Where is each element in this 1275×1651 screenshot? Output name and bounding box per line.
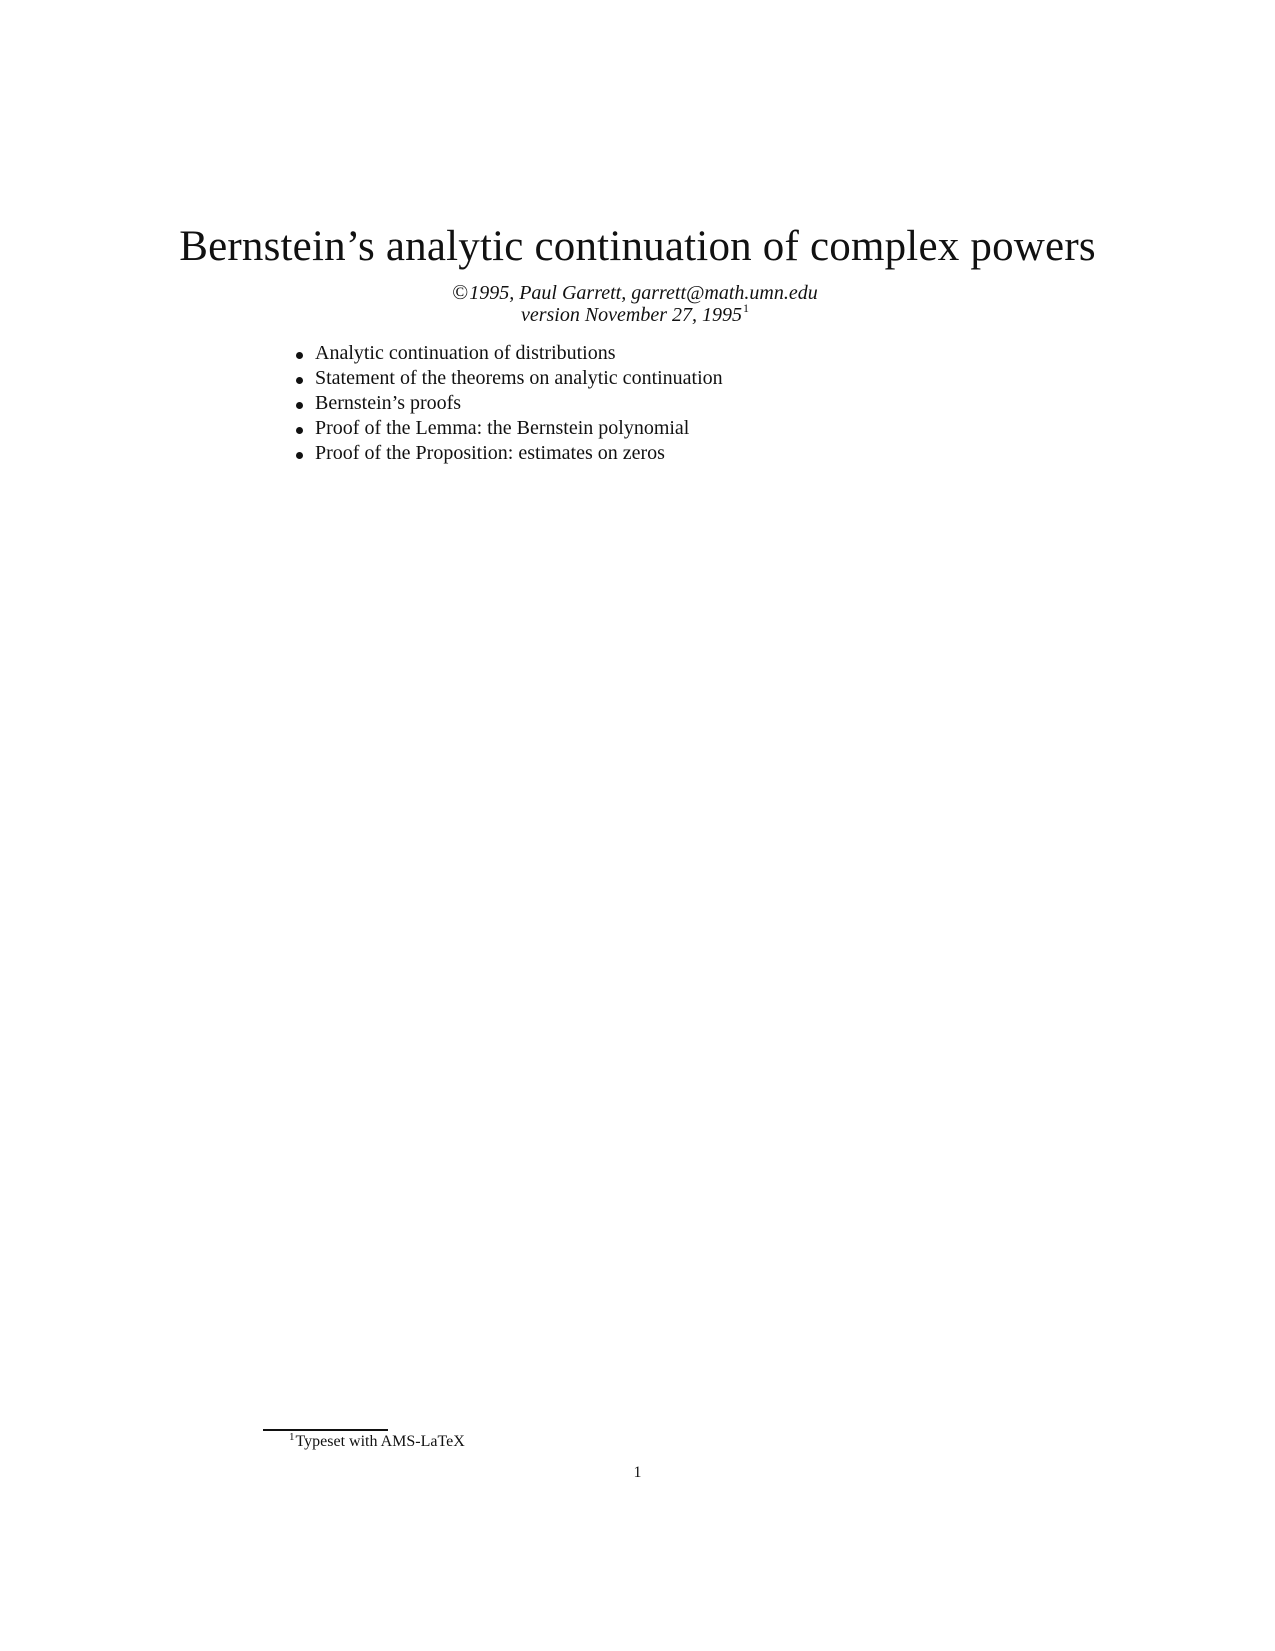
document-title: Bernstein’s analytic continuation of complex powers (179, 223, 1096, 270)
contents-item-label: Proof of the Lemma: the Bernstein polynomial (315, 417, 690, 439)
contents-item-label: Analytic continuation of distributions (315, 342, 616, 364)
page-number: 1 (633, 1464, 642, 1481)
bullet-icon (296, 452, 303, 459)
version-text: version November 27, 1995 (520, 304, 743, 326)
contents-list (294, 341, 723, 466)
footnote (289, 1433, 465, 1452)
footnote-divider (263, 1429, 388, 1431)
bullet-icon (296, 377, 303, 384)
author-byline (0, 281, 1270, 305)
contents-item-label: Proof of the Proposition: estimates on zeros (315, 442, 665, 464)
footnote-marker: 1 (289, 1431, 295, 1443)
bullet-icon (296, 402, 303, 409)
version-line (0, 301, 1270, 329)
contents-item (294, 441, 723, 466)
contents-item (294, 391, 723, 416)
author-line-text: 1995, Paul Garrett, garrett@math.umn.edu (469, 282, 818, 304)
contents-item (294, 416, 723, 441)
contents-item-label: Statement of the theorems on analytic continuation (315, 367, 723, 389)
contents-item (294, 341, 723, 366)
footnote-text: Typeset with AMS-LaTeX (295, 1433, 465, 1450)
contents-item-label: Bernstein’s proofs (315, 392, 462, 414)
contents-item (294, 366, 723, 391)
copyright-icon: © (452, 280, 469, 304)
bullet-icon (296, 427, 303, 434)
footnote-reference-marker: 1 (743, 301, 750, 315)
bullet-icon (296, 352, 303, 359)
